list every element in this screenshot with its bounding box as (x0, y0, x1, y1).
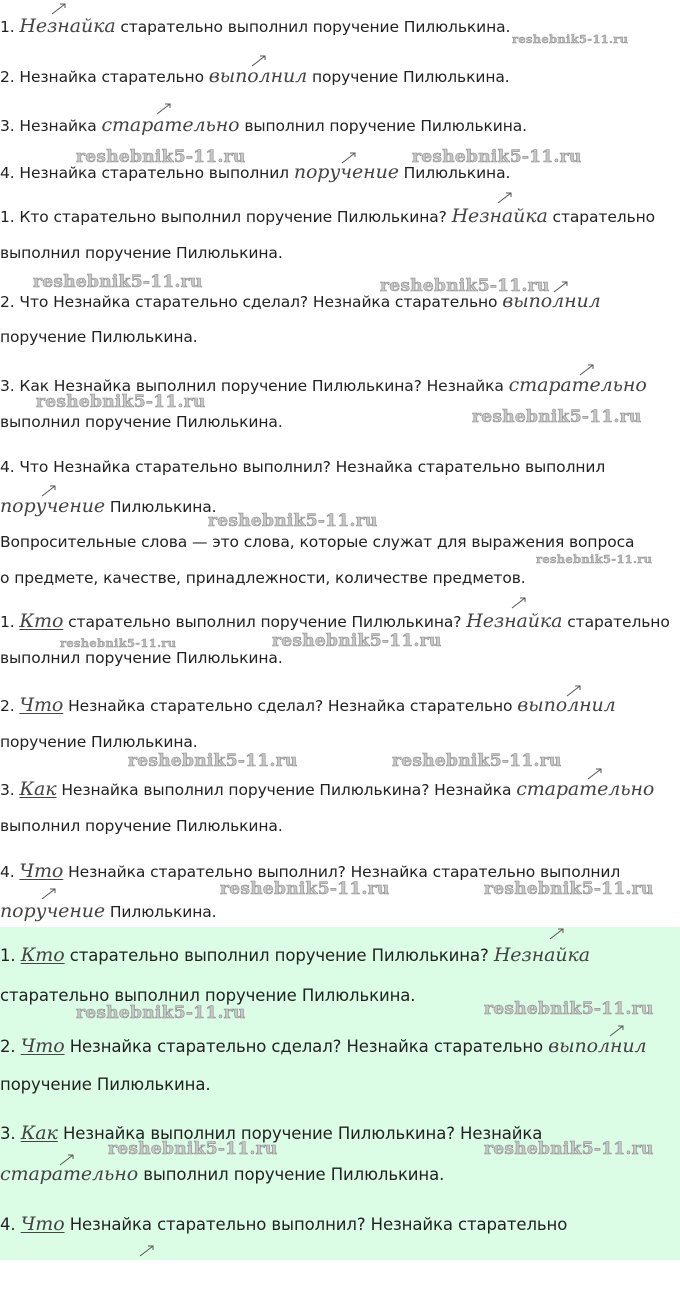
watermark: reshebnik5-11.ru (76, 1003, 246, 1023)
question-1: 1. Кто старательно выполнил поручение Пилюлькина? Незнайка старательно (0, 205, 656, 227)
stress-arrow-icon (496, 191, 514, 205)
question-word: Как (20, 1122, 58, 1144)
stressed-word: старательно (508, 374, 647, 396)
stress-arrow-icon (608, 1024, 626, 1038)
stress-arrow-icon (58, 1153, 76, 1167)
marked-question-4-cont: поручение Пилюлькина. (0, 900, 217, 922)
answer-question-1: 1. Кто старательно выполнил поручение Пилюлькина? Незнайка (0, 944, 590, 966)
watermark: reshebnik5-11.ru (484, 999, 654, 1019)
watermark: reshebnik5-11.ru (76, 147, 246, 167)
question-word: Что (19, 860, 64, 882)
marked-question-3: 3. Как Незнайка выполнил поручение Пилюлькина? Незнайка старательно (0, 778, 655, 800)
stress-arrow-icon (138, 1244, 156, 1258)
stressed-word: Незнайка (466, 610, 563, 632)
watermark: reshebnik5-11.ru (484, 1139, 654, 1159)
question-word: Кто (20, 944, 65, 966)
question-2: 2. Что Незнайка старательно сделал? Незнайка старательно выполнил (0, 290, 601, 312)
stressed-word: старательно (0, 1163, 139, 1185)
question-2-cont: поручение Пилюлькина. (0, 328, 198, 346)
question-word: Что (20, 1035, 65, 1057)
stress-arrow-icon (552, 280, 570, 294)
stressed-word: выполнил (208, 65, 308, 87)
stress-arrow-icon (578, 363, 596, 377)
stressed-word: старательно (101, 114, 240, 136)
watermark: reshebnik5-11.ru (484, 879, 654, 899)
question-word: Как (19, 778, 57, 800)
stress-arrow-icon (340, 151, 358, 165)
watermark: reshebnik5-11.ru (33, 272, 203, 292)
sentence-3: 3. Незнайка старательно выполнил поручение Пилюлькина. (0, 114, 527, 136)
watermark: reshebnik5-11.ru (472, 407, 642, 427)
sentence-2: 2. Незнайка старательно выполнил поручение Пилюлькина. (0, 65, 510, 87)
watermark: reshebnik5-11.ru (380, 276, 550, 296)
sentence-1: 1. Незнайка старательно выполнил поручение Пилюлькина. (0, 15, 511, 37)
watermark: reshebnik5-11.ru (220, 879, 390, 899)
watermark: reshebnik5-11.ru (512, 32, 629, 46)
answer-question-3: 3. Как Незнайка выполнил поручение Пилюлькина? Незнайка (0, 1122, 543, 1144)
question-4-cont: поручение Пилюлькина. (0, 495, 217, 517)
watermark: reshebnik5-11.ru (108, 1139, 278, 1159)
answer-question-2-cont: поручение Пилюлькина. (0, 1075, 211, 1094)
question-3-cont: выполнил поручение Пилюлькина. (0, 413, 283, 431)
watermark: reshebnik5-11.ru (128, 751, 298, 771)
stress-arrow-icon (565, 684, 583, 698)
answer-question-2: 2. Что Незнайка старательно сделал? Незнайка старательно выполнил (0, 1035, 647, 1057)
marked-question-2-cont: поручение Пилюлькина. (0, 733, 198, 751)
watermark: reshebnik5-11.ru (392, 751, 562, 771)
watermark: reshebnik5-11.ru (536, 552, 653, 566)
stressed-word: Незнайка (493, 944, 590, 966)
question-word: Кто (19, 610, 64, 632)
stressed-word: выполнил (548, 1035, 647, 1057)
question-word: Что (19, 694, 64, 716)
stressed-word: старательно (516, 778, 655, 800)
marked-question-1: 1. Кто старательно выполнил поручение Пилюлькина? Незнайка старательно (0, 610, 670, 632)
stress-arrow-icon (50, 2, 68, 16)
stressed-word: поручение (293, 161, 399, 183)
stress-arrow-icon (155, 102, 173, 116)
watermark: reshebnik5-11.ru (412, 147, 582, 167)
stressed-word: выполнил (517, 694, 616, 716)
stressed-word: поручение (0, 495, 106, 517)
question-3: 3. Как Незнайка выполнил поручение Пилюлькина? Незнайка старательно (0, 374, 647, 396)
stressed-word: Незнайка (19, 15, 116, 37)
watermark: reshebnik5-11.ru (60, 636, 177, 650)
watermark: reshebnik5-11.ru (36, 392, 206, 412)
marked-question-1-cont: выполнил поручение Пилюлькина. (0, 649, 283, 667)
stress-arrow-icon (40, 887, 58, 901)
stressed-word: выполнил (502, 290, 601, 312)
marked-question-4: 4. Что Незнайка старательно выполнил? Незнайка старательно выполнил (0, 860, 621, 882)
marked-question-3-cont: выполнил поручение Пилюлькина. (0, 817, 283, 835)
stress-arrow-icon (586, 767, 604, 781)
answer-question-1-cont: старательно выполнил поручение Пилюлькина. (0, 986, 416, 1005)
stress-arrow-icon (250, 54, 268, 68)
answer-question-4: 4. Что Незнайка старательно выполнил? Незнайка старательно (0, 1213, 568, 1235)
stress-arrow-icon (548, 927, 566, 941)
stress-arrow-icon (510, 596, 528, 610)
watermark: reshebnik5-11.ru (208, 511, 378, 531)
stressed-word: поручение (0, 900, 106, 922)
sentence-4: 4. Незнайка старательно выполнил поручение Пилюлькина. (0, 161, 511, 183)
watermark: reshebnik5-11.ru (272, 631, 442, 651)
answer-question-3-cont: старательно выполнил поручение Пилюлькина. (0, 1163, 445, 1185)
question-1-cont: выполнил поручение Пилюлькина. (0, 244, 283, 262)
definition-line-1: Вопросительные слова — это слова, которые служат для выражения вопроса (0, 533, 635, 551)
definition-line-2: о предмете, качестве, принадлежности, количестве предметов. (0, 569, 526, 587)
stress-arrow-icon (40, 484, 58, 498)
question-4: 4. Что Незнайка старательно выполнил? Незнайка старательно выполнил (0, 458, 606, 476)
stressed-word: Незнайка (451, 205, 548, 227)
marked-question-2: 2. Что Незнайка старательно сделал? Незнайка старательно выполнил (0, 694, 616, 716)
question-word: Что (20, 1213, 65, 1235)
